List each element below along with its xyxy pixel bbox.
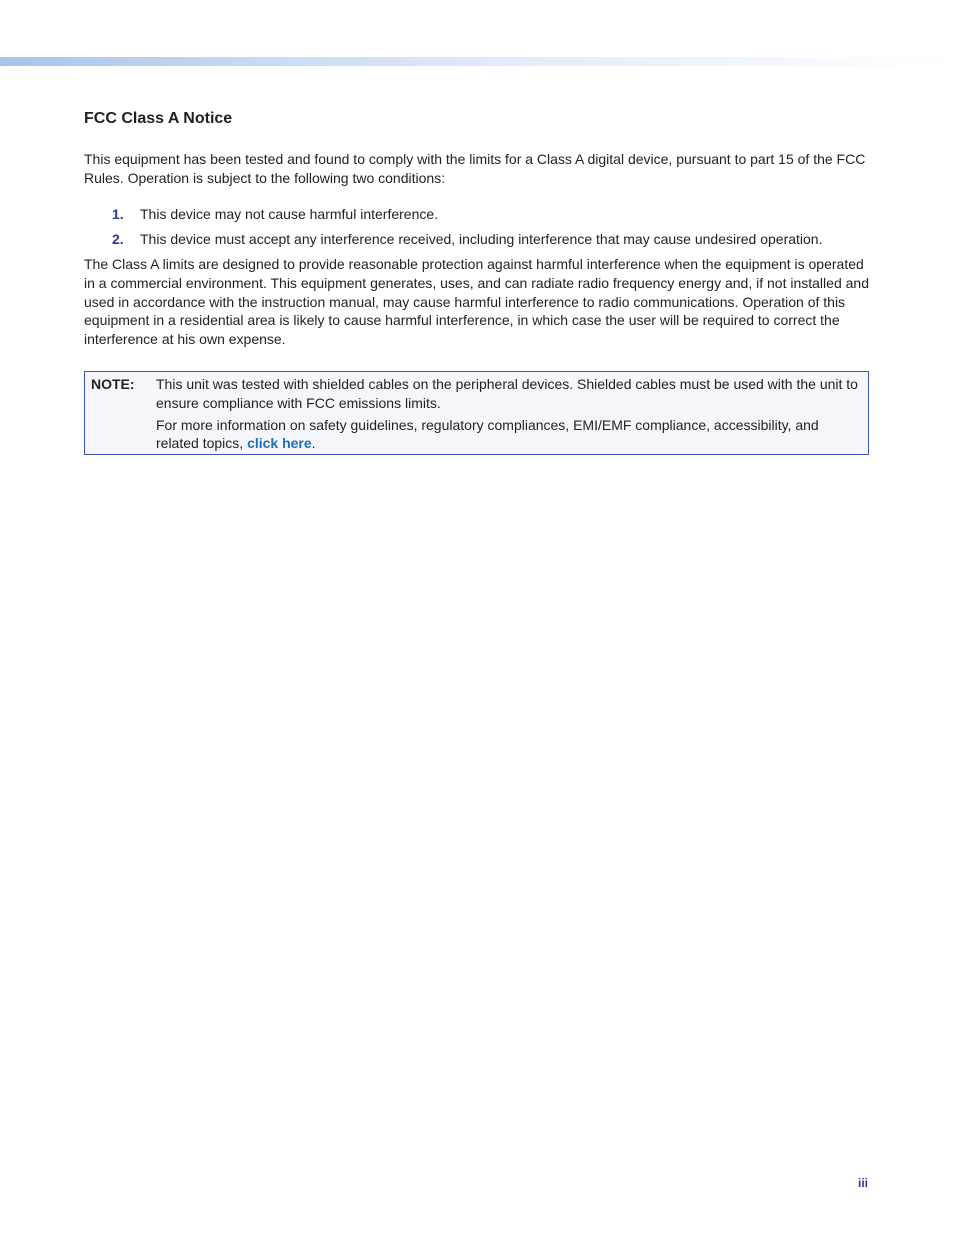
note-label: NOTE: bbox=[91, 376, 135, 393]
note-paragraph-more-info bbox=[156, 416, 860, 453]
intro-paragraph: This equipment has been tested and found to comply with the limits for a Class A digital device, pursuant to part 15 of the FCC Rules. Operation is subject to the following two conditions: bbox=[84, 151, 866, 186]
note-box bbox=[84, 371, 869, 454]
page-number: iii bbox=[857, 1176, 868, 1190]
class-a-limits-paragraph: The Class A limits are designed to provide reasonable protection against harmful interference when the equipment is operated in a commercial environment. This equipment generates, uses, and can radiate radio frequency energy and, if not installed and used in accordance with the instruction manual, may cause harmful interference to radio communications. Operation of this equipment in a residential area is likely to cause harmful interference, in which case the user will be required to correct the interference at his own expense. bbox=[84, 256, 869, 347]
section-title: FCC Class A Notice bbox=[84, 110, 233, 127]
list-item-number: 2. bbox=[112, 231, 124, 248]
list-item bbox=[84, 205, 870, 224]
note-more-info-text: For more information on safety guidelines, regulatory compliances, EMI/EMF compliance, accessibility, and related topics, bbox=[156, 416, 819, 452]
list-item-number: 1. bbox=[112, 206, 124, 223]
list-item-text: This device may not cause harmful interference. bbox=[140, 206, 439, 223]
note-more-info-suffix: . bbox=[311, 435, 316, 452]
click-here-link[interactable]: click here bbox=[247, 435, 312, 452]
list-item-text: This device must accept any interference received, including interference that may cause undesired operation. bbox=[140, 231, 823, 248]
list-item bbox=[84, 230, 870, 249]
header-gradient-bar bbox=[0, 57, 954, 66]
note-body bbox=[156, 375, 860, 452]
note-paragraph-shielded-cables: This unit was tested with shielded cables on the peripheral devices. Shielded cables must be used with the unit to ensure compliance with FCC emissions limits. bbox=[156, 376, 858, 411]
conditions-list bbox=[84, 205, 870, 249]
page-content bbox=[84, 108, 870, 455]
